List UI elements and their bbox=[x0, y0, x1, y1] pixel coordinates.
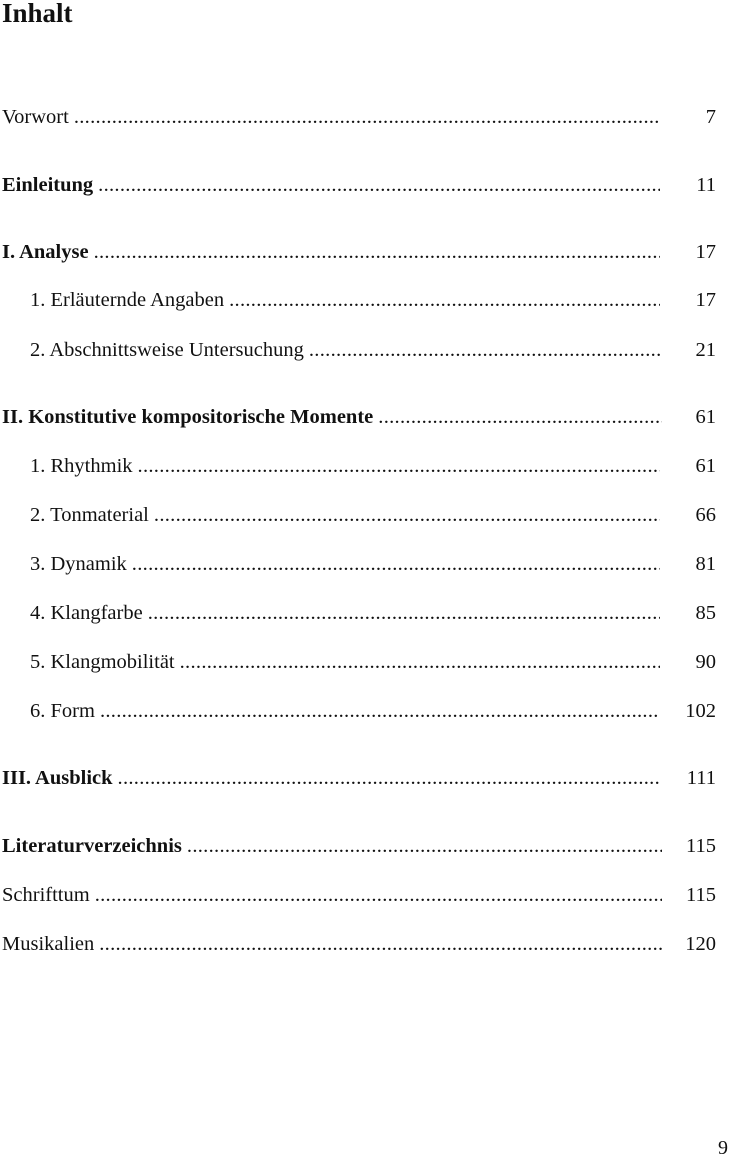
dot-leader bbox=[94, 931, 662, 957]
toc-entry-dynamik[interactable] bbox=[0, 551, 730, 577]
toc-entry-label: II. Konstitutive kompositorische Momente bbox=[2, 406, 374, 428]
toc-entry-label: I. Analyse bbox=[2, 241, 89, 263]
toc-entry-page: 115 bbox=[686, 884, 716, 906]
dot-leader bbox=[90, 882, 662, 908]
dot-leader bbox=[95, 698, 660, 724]
dot-leader bbox=[89, 239, 660, 265]
toc-entry-page: 111 bbox=[686, 767, 716, 789]
toc-entry-label: Literaturverzeichnis bbox=[2, 835, 182, 857]
toc-entry-einleitung[interactable] bbox=[0, 172, 730, 198]
page-title: Inhalt bbox=[2, 0, 73, 28]
toc-entry-page: 17 bbox=[695, 289, 716, 311]
toc-entry-ausblick[interactable] bbox=[0, 765, 730, 791]
dot-leader bbox=[113, 765, 660, 791]
dot-leader bbox=[149, 502, 660, 528]
toc-entry-page: 90 bbox=[695, 651, 716, 673]
toc-entry-label: 1. Rhythmik bbox=[30, 455, 133, 477]
toc-entry-label: Schrifttum bbox=[2, 884, 90, 906]
dot-leader bbox=[175, 649, 660, 675]
toc-entry-label: 5. Klangmobilität bbox=[30, 651, 175, 673]
toc-entry-page: 17 bbox=[695, 241, 716, 263]
toc-entry-page: 120 bbox=[685, 933, 716, 955]
toc-entry-label: Vorwort bbox=[2, 106, 69, 128]
toc-entry-musikalien[interactable] bbox=[0, 931, 730, 957]
toc-entry-erlaeuternde-angaben[interactable] bbox=[0, 287, 730, 313]
dot-leader bbox=[373, 404, 662, 430]
toc-entry-label: 1. Erläuternde Angaben bbox=[30, 289, 225, 311]
dot-leader bbox=[304, 337, 660, 363]
toc-entry-page: 115 bbox=[686, 835, 716, 857]
toc-entry-klangfarbe[interactable] bbox=[0, 600, 730, 626]
toc-entry-label: 2. Abschnittsweise Untersuchung bbox=[30, 339, 304, 361]
toc-entry-rhythmik[interactable] bbox=[0, 453, 730, 479]
toc-entry-label: 6. Form bbox=[30, 700, 95, 722]
toc-entry-page: 81 bbox=[695, 553, 716, 575]
dot-leader bbox=[127, 551, 660, 577]
page-number: 9 bbox=[718, 1137, 728, 1159]
toc-entry-page: 61 bbox=[695, 406, 716, 428]
toc-entry-label: III. Ausblick bbox=[2, 767, 113, 789]
dot-leader bbox=[224, 287, 660, 313]
toc-entry-label: Einleitung bbox=[2, 174, 94, 196]
toc-entry-abschnittsweise-untersuchung[interactable] bbox=[0, 337, 730, 363]
toc-entry-label: 2. Tonmaterial bbox=[30, 504, 149, 526]
toc-entry-konstitutive-momente[interactable] bbox=[0, 404, 730, 430]
toc-entry-page: 85 bbox=[695, 602, 716, 624]
dot-leader bbox=[182, 833, 662, 859]
toc-entry-vorwort[interactable] bbox=[0, 104, 730, 130]
toc-entry-label: 4. Klangfarbe bbox=[30, 602, 143, 624]
toc-entry-page: 61 bbox=[695, 455, 716, 477]
dot-leader bbox=[133, 453, 660, 479]
toc-entry-page: 7 bbox=[705, 106, 716, 128]
toc-entry-form[interactable] bbox=[0, 698, 730, 724]
dot-leader bbox=[93, 172, 660, 198]
dot-leader bbox=[143, 600, 660, 626]
toc-entry-page: 66 bbox=[695, 504, 716, 526]
toc-entry-klangmobilitaet[interactable] bbox=[0, 649, 730, 675]
toc-entry-page: 11 bbox=[696, 174, 716, 196]
toc-entry-page: 21 bbox=[695, 339, 716, 361]
dot-leader bbox=[69, 104, 660, 130]
toc-entry-page: 102 bbox=[685, 700, 716, 722]
toc-entry-literaturverzeichnis[interactable] bbox=[0, 833, 730, 859]
toc-entry-schrifttum[interactable] bbox=[0, 882, 730, 908]
toc-entry-tonmaterial[interactable] bbox=[0, 502, 730, 528]
toc-entry-label: 3. Dynamik bbox=[30, 553, 127, 575]
toc-entry-label: Musikalien bbox=[2, 933, 95, 955]
toc-entry-analyse[interactable] bbox=[0, 239, 730, 265]
